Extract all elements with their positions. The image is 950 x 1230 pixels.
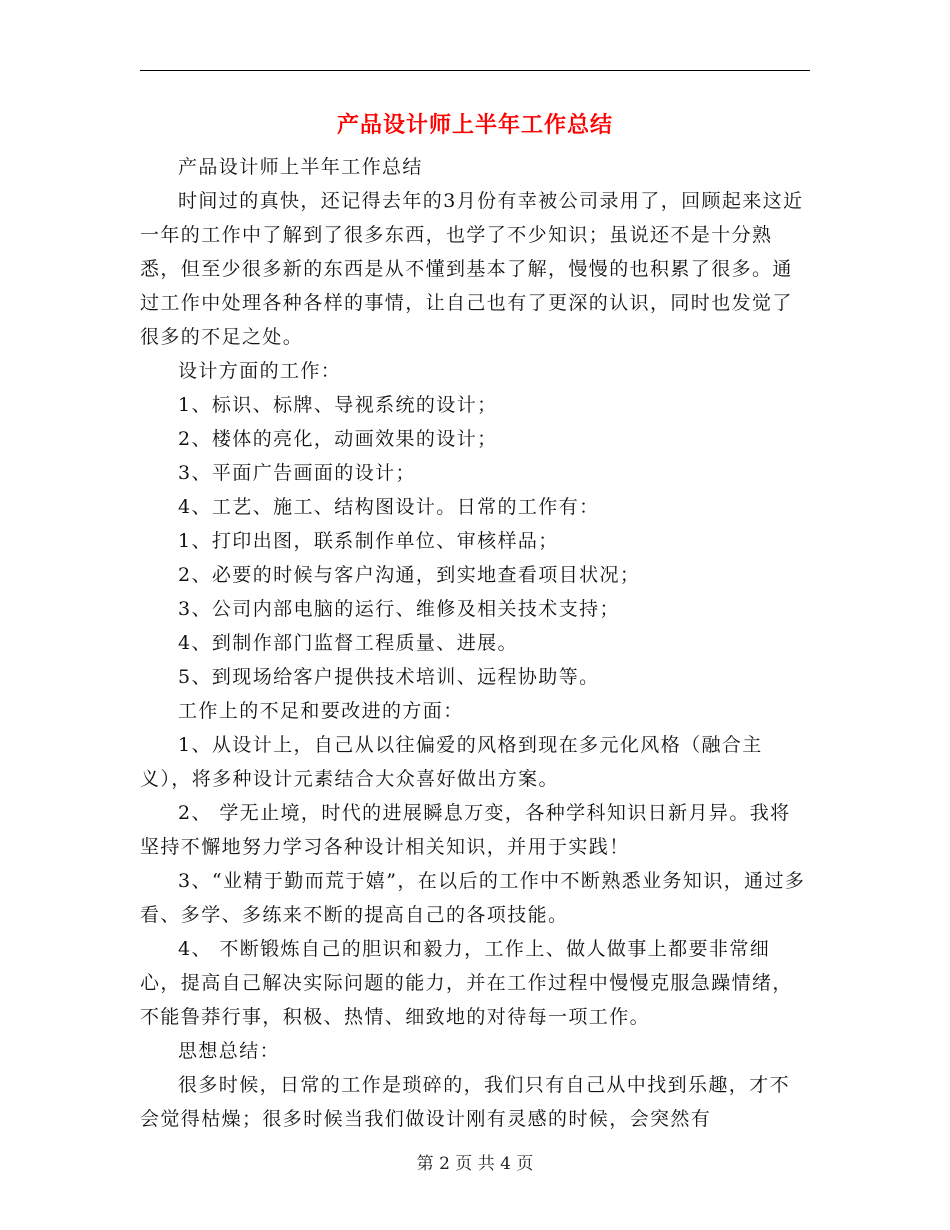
- document-body: [140, 150, 810, 1136]
- list-item: 4、工艺、施工、结构图设计。日常的工作有：: [178, 496, 600, 518]
- paragraph: 工作上的不足和要改进的方面：: [178, 700, 464, 722]
- paragraph: 时间过的真快，还记得去年的3月份有幸被公司录用了，回顾起来这近一年的工作中了解到了很多东西，也学了不少知识；虽说还不是十分熟悉，但至少很多新的东西是从不懂到基本了解，慢慢的也积累了很多。通过工作中处理各种各样的事情，让自己也有了更深的认识，同时也发觉了很多的不足之处。: [140, 190, 804, 348]
- list-item: 4、 不断锻炼自己的胆识和毅力，工作上、做人做事上都要非常细心，提高自己解决实际问题的能力，并在工作过程中慢慢克服急躁情绪，不能鲁莽行事，积极、热情、细致地的对待每一项工作。: [140, 938, 793, 1028]
- list-item: 3、平面广告画面的设计；: [178, 462, 416, 484]
- list-item: 4、到制作部门监督工程质量、进展。: [178, 632, 518, 654]
- list-item: 2、必要的时候与客户沟通，到实地查看项目状况；: [178, 564, 641, 586]
- page-number: 第 2 页 共 4 页: [416, 1154, 534, 1174]
- paragraph: 产品设计师上半年工作总结: [178, 156, 423, 178]
- list-item: 1、标识、标牌、导视系统的设计；: [178, 394, 498, 416]
- list-item: 1、从设计上，自己从以往偏爱的风格到现在多元化风格（融合主义），将多种设计元素结合大众喜好做出方案。: [140, 734, 763, 790]
- list-item: 2、 学无止境，时代的进展瞬息万变，各种学科知识日新月异。我将坚持不懈地努力学习各种设计相关知识，并用于实践！: [140, 802, 791, 858]
- paragraph: 很多时候，日常的工作是琐碎的，我们只有自己从中找到乐趣，才不会觉得枯燥；很多时候当我们做设计刚有灵感的时候，会突然有: [140, 1074, 791, 1130]
- document-title: 产品设计师上半年工作总结: [336, 112, 613, 138]
- paragraph: 思想总结：: [178, 1040, 281, 1062]
- header-rule: [140, 70, 810, 71]
- list-item: 3、“业精于勤而荒于嬉”，在以后的工作中不断熟悉业务知识，通过多看、多学、多练来不断的提高自己的各项技能。: [140, 870, 806, 926]
- list-item: 1、打印出图，联系制作单位、审核样品；: [178, 530, 559, 552]
- list-item: 5、到现场给客户提供技术培训、远程协助等。: [178, 666, 600, 688]
- list-item: 2、楼体的亮化，动画效果的设计；: [178, 428, 498, 450]
- list-item: 3、公司内部电脑的运行、维修及相关技术支持；: [178, 598, 620, 620]
- paragraph: 设计方面的工作：: [178, 360, 342, 382]
